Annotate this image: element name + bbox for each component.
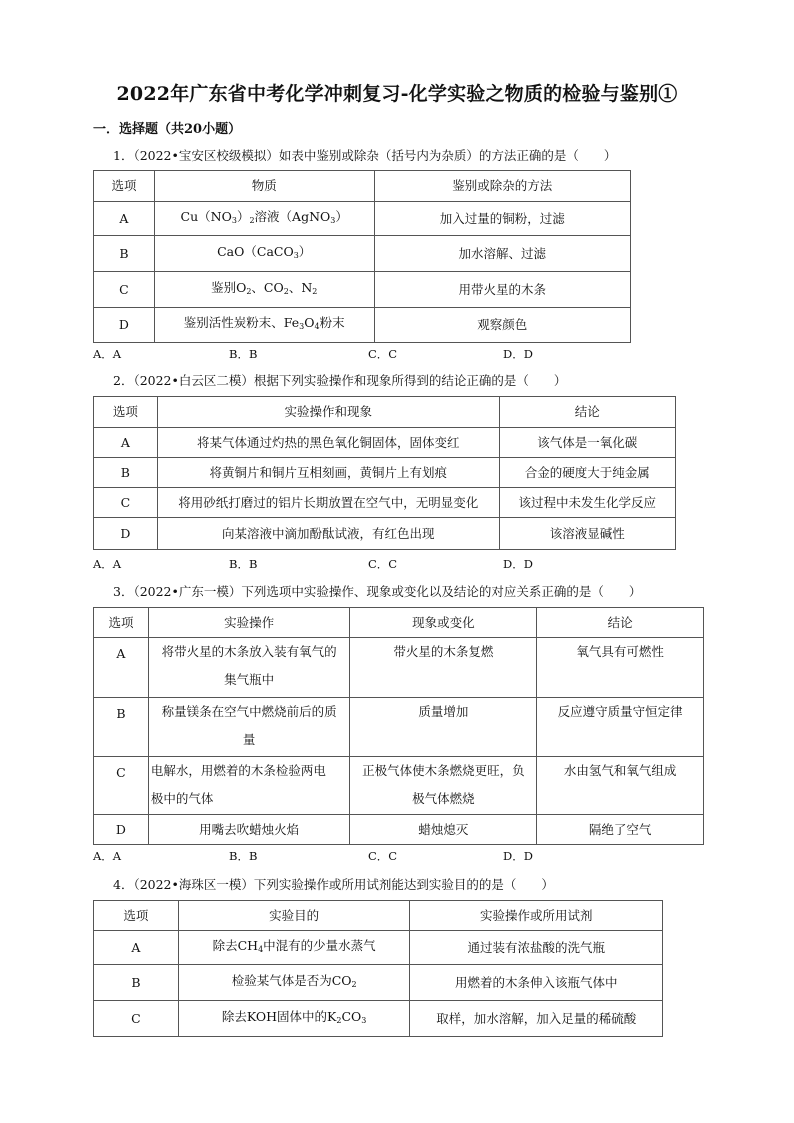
header-cell: 选项 <box>94 608 149 638</box>
choice-b[interactable]: B．B <box>229 849 258 863</box>
table-row <box>94 757 704 815</box>
choice-d[interactable]: D．D <box>503 849 533 863</box>
table-row <box>94 202 631 236</box>
header-cell: 选项 <box>94 901 179 931</box>
header-cell: 物质 <box>154 171 374 202</box>
question-4-table <box>93 900 663 1037</box>
option-cell: C <box>94 1001 179 1037</box>
operation-cell: 将黄铜片和铜片互相刻画，黄铜片上有划痕 <box>157 458 499 488</box>
table-row <box>94 638 704 698</box>
conclusion-cell: 反应遵守质量守恒定律 <box>537 698 704 757</box>
goal-cell: 除去KOH固体中的$K_2CO_3$ <box>178 1001 410 1037</box>
table-row <box>94 965 663 1001</box>
conclusion-cell: 该气体是一氧化碳 <box>499 428 675 458</box>
conclusion-cell: 该溶液显碱性 <box>499 518 675 550</box>
method-cell: 观察颜色 <box>374 308 630 343</box>
method-cell: 取样，加水溶解，加入足量的稀硫酸 <box>410 1001 663 1037</box>
method-cell: 加入过量的铜粉，过滤 <box>374 202 630 236</box>
choice-c[interactable]: C．C <box>368 557 398 571</box>
operation-cell: 将带火星的木条放入装有氧气的 集气瓶中 <box>148 638 350 698</box>
page-title: 2022年广东省中考化学冲刺复习-化学实验之物质的检验与鉴别① <box>116 83 678 105</box>
table-row <box>94 698 704 757</box>
header-cell: 实验操作或所用试剂 <box>410 901 663 931</box>
material-cell: 鉴别$O_2$、$CO_2$、$N_2$ <box>154 272 374 308</box>
question-1-stem: 1．（2022•宝安区校级模拟）如表中鉴别或除杂（括号内为杂质）的方法正确的是（ ） <box>113 148 617 163</box>
phenomenon-cell: 带火星的木条复燃 <box>350 638 537 698</box>
table-row <box>94 488 676 518</box>
method-cell: 通过装有浓盐酸的洗气瓶 <box>410 931 663 965</box>
table-header-row <box>94 397 676 428</box>
option-cell: A <box>94 638 149 698</box>
method-cell: 用带火星的木条 <box>374 272 630 308</box>
table-header-row <box>94 901 663 931</box>
goal-cell: 检验某气体是否为$CO_2$ <box>178 965 410 1001</box>
table-row <box>94 458 676 488</box>
table-row <box>94 815 704 845</box>
choice-b[interactable]: B．B <box>229 557 258 571</box>
phenomenon-cell: 质量增加 <box>350 698 537 757</box>
material-cell: $Cu(NO_3)_2$溶液（AgNO$_3$） <box>154 202 374 236</box>
conclusion-cell: 该过程中未发生化学反应 <box>499 488 675 518</box>
option-cell: A <box>94 428 158 458</box>
method-cell: 用燃着的木条伸入该瓶气体中 <box>410 965 663 1001</box>
option-cell: A <box>94 931 179 965</box>
option-cell: A <box>94 202 155 236</box>
option-cell: D <box>94 518 158 550</box>
table-row <box>94 236 631 272</box>
option-cell: D <box>94 308 155 343</box>
header-cell: 现象或变化 <box>350 608 537 638</box>
table-header-row <box>94 171 631 202</box>
phenomenon-cell: 蜡烛熄灭 <box>350 815 537 845</box>
question-3-table <box>93 607 704 845</box>
choice-a[interactable]: A．A <box>93 557 122 571</box>
material-cell: CaO（CaCO$_3$） <box>154 236 374 272</box>
operation-cell: 将用砂纸打磨过的铝片长期放置在空气中，无明显变化 <box>157 488 499 518</box>
question-4-stem: 4．（2022•海珠区一模）下列实验操作或所用试剂能达到实验目的的是（ ） <box>113 877 554 892</box>
method-cell: 加水溶解、过滤 <box>374 236 630 272</box>
question-2-table <box>93 396 676 550</box>
header-cell: 结论 <box>537 608 704 638</box>
table-header-row <box>94 608 704 638</box>
table-row <box>94 308 631 343</box>
header-cell: 实验目的 <box>178 901 410 931</box>
choice-c[interactable]: C．C <box>368 347 398 361</box>
conclusion-cell: 隔绝了空气 <box>537 815 704 845</box>
header-cell: 实验操作 <box>148 608 350 638</box>
table-row <box>94 272 631 308</box>
conclusion-cell: 氧气具有可燃性 <box>537 638 704 698</box>
choice-b[interactable]: B．B <box>229 347 258 361</box>
option-cell: B <box>94 236 155 272</box>
operation-cell: 用嘴去吹蜡烛火焰 <box>148 815 350 845</box>
option-cell: B <box>94 458 158 488</box>
choice-d[interactable]: D．D <box>503 347 533 361</box>
table-row <box>94 428 676 458</box>
table-row <box>94 1001 663 1037</box>
choice-c[interactable]: C．C <box>368 849 398 863</box>
choice-a[interactable]: A．A <box>93 347 122 361</box>
option-cell: B <box>94 965 179 1001</box>
option-cell: C <box>94 757 149 815</box>
table-row <box>94 518 676 550</box>
question-1-table <box>93 170 631 343</box>
option-cell: C <box>94 488 158 518</box>
header-cell: 鉴别或除杂的方法 <box>374 171 630 202</box>
operation-cell: 向某溶液中滴加酚酞试液，有红色出现 <box>157 518 499 550</box>
operation-cell: 将某气体通过灼热的黑色氧化铜固体，固体变红 <box>157 428 499 458</box>
table-row <box>94 931 663 965</box>
operation-cell: 电解水，用燃着的木条检验两电 极中的气体 <box>148 757 350 815</box>
material-cell: 鉴别活性炭粉末、$Fe_3O_4$粉末 <box>154 308 374 343</box>
question-2-stem: 2．（2022•白云区二模）根据下列实验操作和现象所得到的结论正确的是（ ） <box>113 373 567 388</box>
section-heading: 一．选择题（共20小题） <box>93 122 242 137</box>
choice-a[interactable]: A．A <box>93 849 122 863</box>
operation-cell: 称量镁条在空气中燃烧前后的质 量 <box>148 698 350 757</box>
choice-d[interactable]: D．D <box>503 557 533 571</box>
question-3-stem: 3．（2022•广东一模）下列选项中实验操作、现象或变化以及结论的对应关系正确的是（ ） <box>113 584 642 599</box>
option-cell: B <box>94 698 149 757</box>
header-cell: 实验操作和现象 <box>157 397 499 428</box>
conclusion-cell: 合金的硬度大于纯金属 <box>499 458 675 488</box>
option-cell: C <box>94 272 155 308</box>
conclusion-cell: 水由氢气和氧气组成 <box>537 757 704 815</box>
phenomenon-cell: 正极气体使木条燃烧更旺，负 极气体燃烧 <box>350 757 537 815</box>
goal-cell: 除去$CH_4$中混有的少量水蒸气 <box>178 931 410 965</box>
option-cell: D <box>94 815 149 845</box>
header-cell: 结论 <box>499 397 675 428</box>
header-cell: 选项 <box>94 397 158 428</box>
header-cell: 选项 <box>94 171 155 202</box>
